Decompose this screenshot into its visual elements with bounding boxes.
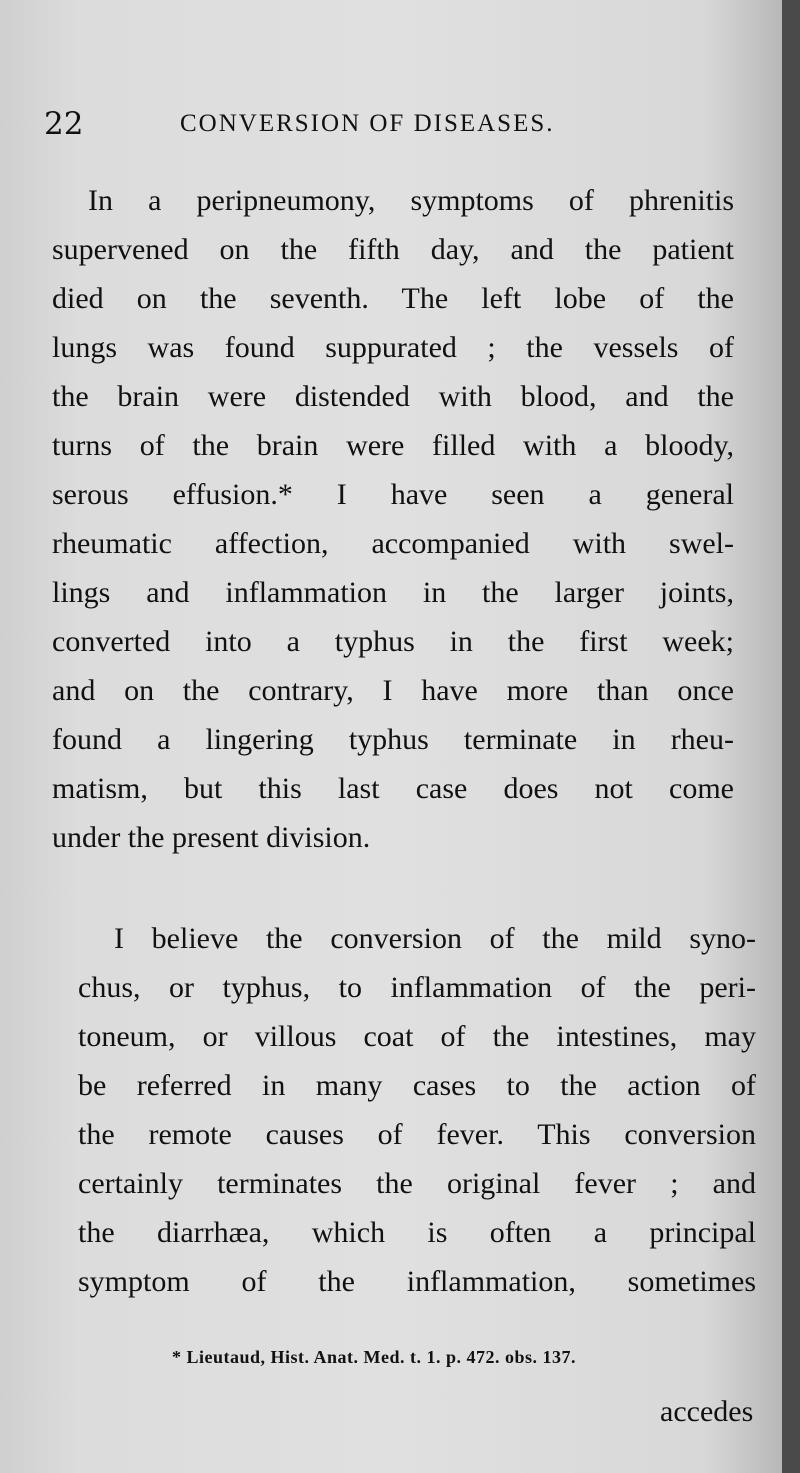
text-line: the brain were distended with blood, and the	[52, 380, 734, 413]
text-line: converted into a typhus in the first week;	[52, 625, 734, 658]
footnote: * Lieutaud, Hist. Anat. Med. t. 1. p. 472. obs. 137.	[172, 1347, 577, 1367]
text-line: In a peripneumony, symptoms of phrenitis	[88, 184, 734, 217]
text-line: symptom of the inflammation, sometimes	[78, 1265, 756, 1298]
text-line: matism, but this last case does not come	[52, 772, 734, 805]
text-line: I believe the conversion of the mild syno-	[114, 922, 756, 955]
text-line: lings and inflammation in the larger joints,	[52, 576, 734, 609]
paragraph-2	[78, 914, 756, 1306]
text-line: died on the seventh. The left lobe of the	[52, 282, 734, 315]
text-line: chus, or typhus, to inflammation of the peri-	[78, 971, 756, 1004]
text-line: the diarrhæa, which is often a principal	[78, 1216, 756, 1249]
text-line: under the present division.	[52, 821, 371, 854]
page-number: 22	[44, 106, 84, 142]
text-line: rheumatic affection, accompanied with swel-	[52, 527, 734, 560]
text-line: turns of the brain were filled with a bloody,	[52, 429, 734, 462]
text-line: supervened on the fifth day, and the patient	[52, 233, 734, 266]
running-head: CONVERSION OF DISEASES.	[180, 110, 555, 137]
text-line: the remote causes of fever. This conversion	[78, 1118, 756, 1151]
catchword: accedes	[660, 1395, 754, 1428]
text-line: lungs was found suppurated ; the vessels of	[52, 331, 734, 364]
text-line: serous effusion.* I have seen a general	[52, 478, 734, 511]
text-line: found a lingering typhus terminate in rheu-	[52, 723, 734, 756]
paragraph-1	[52, 176, 734, 862]
text-line: certainly terminates the original fever ; and	[78, 1167, 756, 1200]
text-line: toneum, or villous coat of the intestines, may	[78, 1020, 756, 1053]
text-line: be referred in many cases to the action of	[78, 1069, 756, 1102]
text-line: and on the contrary, I have more than once	[52, 674, 734, 707]
